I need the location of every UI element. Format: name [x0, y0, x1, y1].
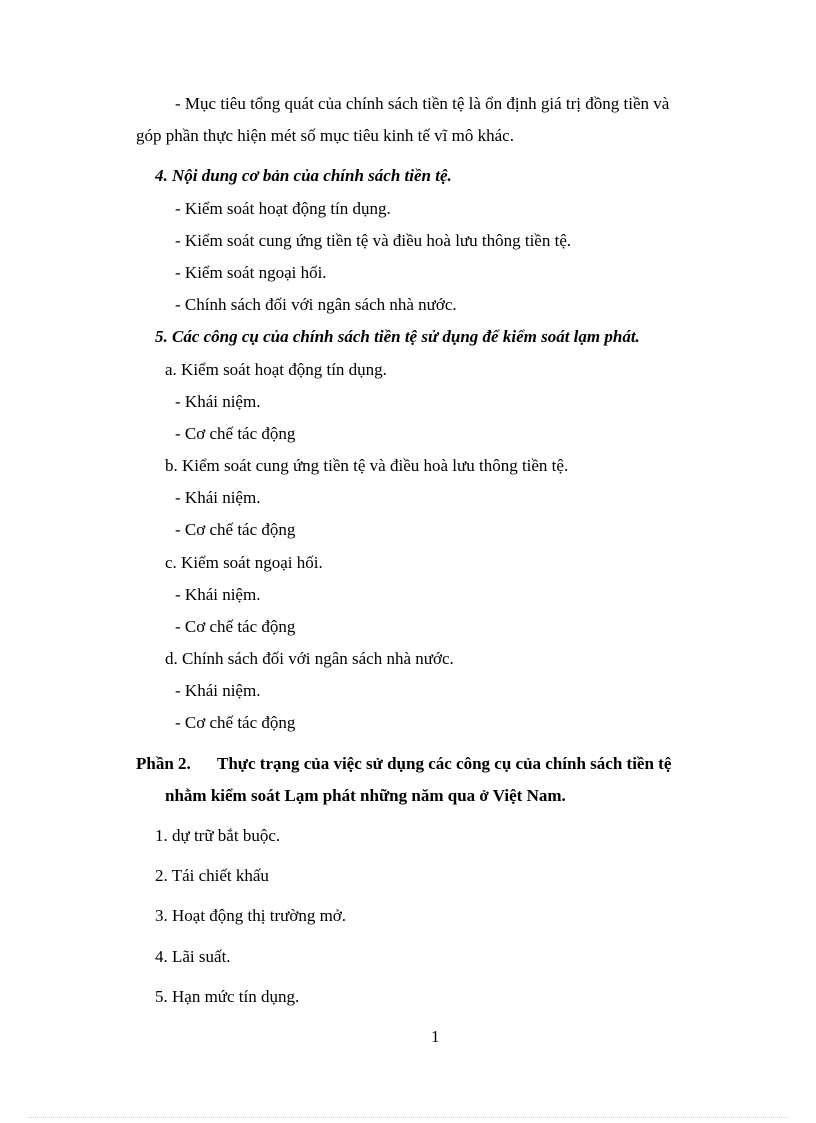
section-5-group-title: b. Kiểm soát cung ứng tiền tệ và điều hoà lưu thông tiền tệ. — [165, 456, 569, 475]
part-2-item: 2. Tái chiết khấu — [155, 866, 269, 885]
intro-line-1: - Mục tiêu tổng quát của chính sách tiền tệ là ổn định giá trị đồng tiền và — [175, 94, 670, 113]
section-5-group-title: c. Kiểm soát ngoại hối. — [165, 553, 323, 572]
part-2-item: 3. Hoạt động thị trường mở. — [155, 906, 347, 925]
part-2-title-line-2: nhằm kiểm soát Lạm phát những năm qua ở Việt Nam. — [165, 786, 566, 805]
page-number: 1 — [431, 1027, 440, 1046]
footer-divider — [28, 1117, 788, 1118]
section-5-group-item: - Cơ chế tác động — [175, 713, 296, 732]
section-5-group-item: - Cơ chế tác động — [175, 520, 296, 539]
section-5-group-item: - Cơ chế tác động — [175, 424, 296, 443]
part-2-label: Phần 2. — [136, 754, 191, 773]
section-4-item: - Kiểm soát cung ứng tiền tệ và điều hoà lưu thông tiền tệ. — [175, 231, 572, 250]
section-4-item: - Kiểm soát hoạt động tín dụng. — [175, 199, 391, 218]
part-2-item: 5. Hạn mức tín dụng. — [155, 987, 300, 1006]
part-2-title-line-1: Thực trạng của việc sử dụng các công cụ của chính sách tiền tệ — [217, 754, 672, 773]
section-5-group-title: d. Chính sách đối với ngân sách nhà nước. — [165, 649, 454, 668]
section-5-group-title: a. Kiểm soát hoạt động tín dụng. — [165, 360, 387, 379]
section-5-group-item: - Khái niệm. — [175, 585, 261, 604]
part-2-item: 1. dự trữ bắt buộc. — [155, 826, 281, 845]
part-2-item: 4. Lãi suất. — [155, 947, 231, 966]
section-5-group-item: - Khái niệm. — [175, 681, 261, 700]
section-5-group-item: - Khái niệm. — [175, 488, 261, 507]
section-4-item: - Kiểm soát ngoại hối. — [175, 263, 327, 282]
section-5-group-item: - Khái niệm. — [175, 392, 261, 411]
section-4-heading: 4. Nội dung cơ bản của chính sách tiền tệ. — [155, 166, 452, 185]
section-4-item: - Chính sách đối với ngân sách nhà nước. — [175, 295, 457, 314]
intro-line-2: góp phần thực hiện mét số mục tiêu kinh tế vĩ mô khác. — [136, 126, 514, 145]
section-5-heading: 5. Các công cụ của chính sách tiền tệ sử dụng để kiểm soát lạm phát. — [155, 327, 640, 346]
section-5-group-item: - Cơ chế tác động — [175, 617, 296, 636]
